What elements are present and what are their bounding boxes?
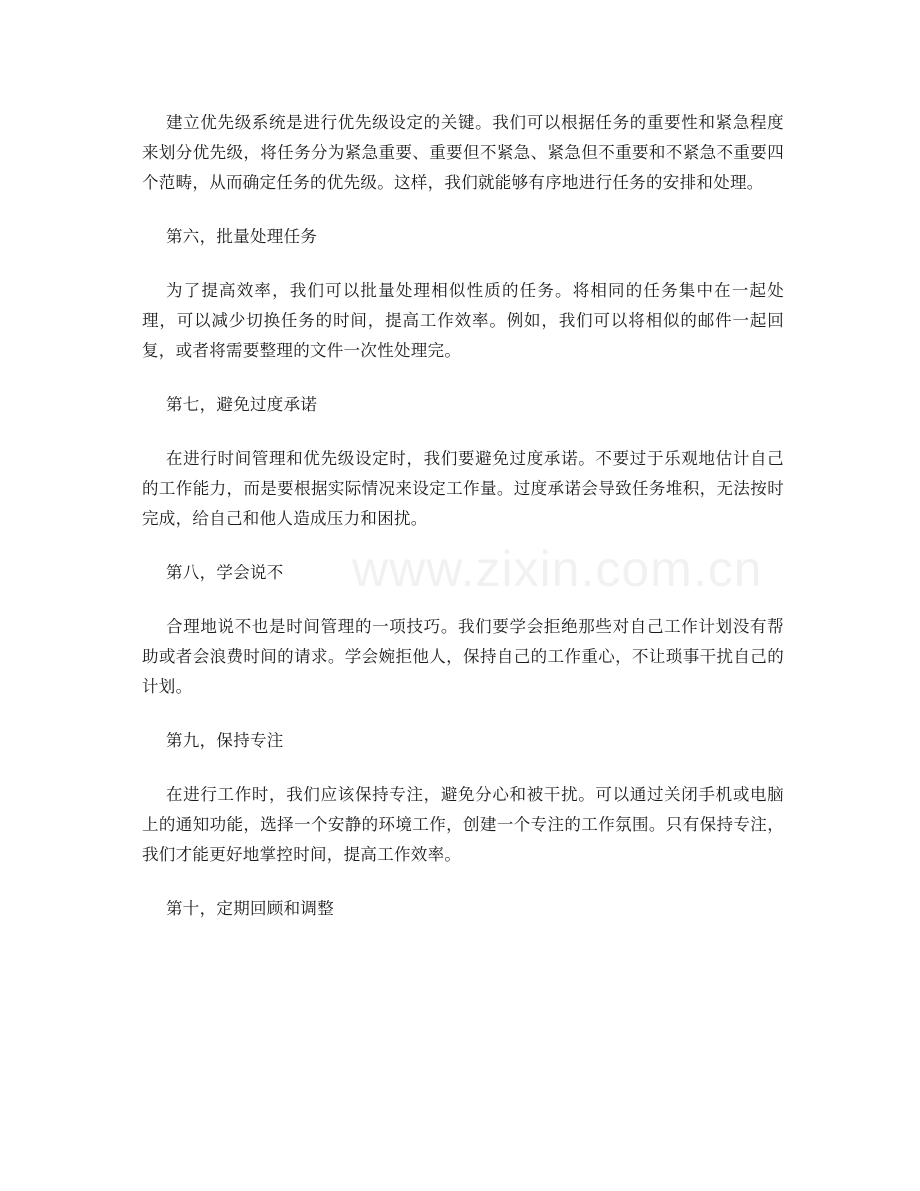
section-heading-9: 第九，保持专注 [166, 731, 284, 750]
paragraph-learn-say-no: 合理地说不也是时间管理的一项技巧。我们要学会拒绝那些对自己工作计划没有帮助或者会浪费时间的请求。学会婉拒他人，保持自己的工作重心，不让琐事干扰自己的计划。 [142, 617, 784, 696]
paragraph-avoid-overcommit: 在进行时间管理和优先级设定时，我们要避免过度承诺。不要过于乐观地估计自己的工作能力，而是要根据实际情况来设定工作量。过度承诺会导致任务堆积，无法按时完成，给自己和他人造成压力和困扰。 [142, 449, 784, 528]
section-heading-8: 第八，学会说不 [166, 563, 284, 582]
section-heading-7: 第七，避免过度承诺 [166, 395, 318, 414]
paragraph-stay-focused: 在进行工作时，我们应该保持专注，避免分心和被干扰。可以通过关闭手机或电脑上的通知功能，选择一个安静的环境工作，创建一个专注的工作氛围。只有保持专注，我们才能更好地掌控时间，提高工作效率。 [142, 785, 784, 864]
paragraph-batch-processing: 为了提高效率，我们可以批量处理相似性质的任务。将相同的任务集中在一起处理，可以减少切换任务的时间，提高工作效率。例如，我们可以将相似的邮件一起回复，或者将需要整理的文件一次性处理完。 [142, 281, 784, 360]
paragraph-priority-system: 建立优先级系统是进行优先级设定的关键。我们可以根据任务的重要性和紧急程度来划分优先级，将任务分为紧急重要、重要但不紧急、紧急但不重要和不紧急不重要四个范畴，从而确定任务的优先级。这样，我们就能够有序地进行任务的安排和处理。 [142, 113, 784, 192]
document-body [142, 108, 784, 948]
section-heading-10: 第十，定期回顾和调整 [166, 899, 334, 918]
section-heading-6: 第六，批量处理任务 [166, 227, 318, 246]
watermark: www.zixin.com.cn [352, 541, 763, 597]
